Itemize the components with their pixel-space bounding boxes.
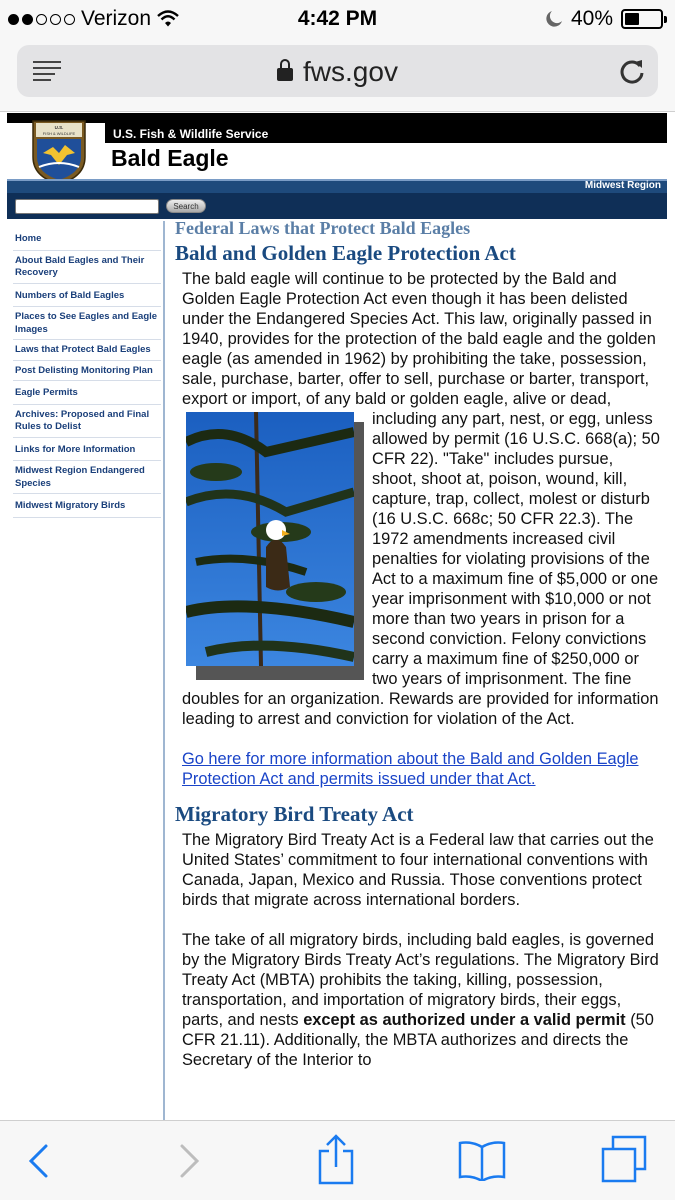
share-icon[interactable] bbox=[317, 1133, 355, 1185]
sidebar-item-endangered[interactable]: Midwest Region Endangered Species bbox=[13, 461, 161, 494]
svg-text:U.S.: U.S. bbox=[54, 125, 64, 130]
sidebar-nav bbox=[7, 221, 165, 1120]
main-content bbox=[175, 218, 660, 1070]
sidebar-item-links[interactable]: Links for More Information bbox=[13, 438, 161, 462]
agency-name[interactable]: U.S. Fish & Wildlife Service bbox=[113, 127, 269, 141]
reload-icon[interactable] bbox=[618, 57, 646, 85]
sidebar-item-numbers[interactable]: Numbers of Bald Eagles bbox=[13, 284, 161, 308]
status-bar bbox=[0, 0, 675, 40]
clock: 4:42 PM bbox=[297, 7, 378, 30]
sidebar-item-about[interactable]: About Bald Eagles and Their Recovery bbox=[13, 251, 161, 284]
eagle-act-more-info-link[interactable]: Go here for more information about the Bald and Golden Eagle Protection Act and permits issued under that Act. bbox=[182, 750, 639, 788]
sidebar-item-laws[interactable]: Laws that Protect Bald Eagles bbox=[13, 340, 161, 361]
back-icon[interactable] bbox=[26, 1143, 52, 1179]
eagle-act-link-wrap bbox=[175, 749, 660, 789]
sidebar-item-places[interactable]: Places to See Eagles and Eagle Images bbox=[13, 307, 161, 340]
web-viewport bbox=[0, 113, 675, 1120]
mbta-text-b: (50 CFR 21.11). Additionally, the MBTA authorizes and directs the Secretary of the Interior to bbox=[182, 1011, 654, 1069]
battery-icon bbox=[621, 9, 663, 29]
mbta-text-bold: except as authorized under a valid permit bbox=[303, 1011, 626, 1029]
sidebar-item-permits[interactable]: Eagle Permits bbox=[13, 381, 161, 405]
bookmarks-icon[interactable] bbox=[457, 1139, 507, 1181]
mbta-text-a: The take of all migratory birds, including bald eagles, is governed by the Migratory Birds Treaty Act’s regulations. The Migratory Bird Treaty Act (MBTA) prohibits the taking, killing, possession, transportation, and importation of migratory birds, their eggs, parts, and nests bbox=[182, 931, 659, 1029]
tabs-icon[interactable] bbox=[601, 1135, 647, 1183]
eagle-act-paragraph bbox=[175, 269, 660, 729]
sidebar-item-monitoring[interactable]: Post Delisting Monitoring Plan bbox=[13, 361, 161, 382]
search-bar bbox=[7, 193, 667, 219]
sidebar-item-archives[interactable]: Archives: Proposed and Final Rules to Delist bbox=[13, 405, 161, 438]
carrier-name: Verizon bbox=[81, 7, 152, 30]
sidebar-item-home[interactable]: Home bbox=[13, 227, 161, 251]
bald-eagle-photo bbox=[186, 412, 358, 670]
mbta-paragraph-1: The Migratory Bird Treaty Act is a Federal law that carries out the United States’ commitment to four international conventions with Canada, Japan, Mexico and Russia. Those conventions protect birds that migrate across international borders. bbox=[182, 831, 654, 909]
search-button[interactable]: Search bbox=[166, 199, 206, 213]
eagle-act-text-b: allowed by permit (16 U.S.C. 668(a); 50 CFR 22). "Take" includes pursue, shoot, shoot at, poison, wound, kill, capture, trap, collect, molest or disturb (16 U.S.C. 668c; 50 CFR 22.3). The 1972 amendments increased civil penalties for violating provisions of the Act to a maximum fine of $5,000 or one year imprisonment with $10,000 or not more than two years in prison for a second conviction. Felony convictions carry a maximum fine of $250,000 or two years of imprisonment. The fine doubles for an organization. Rewards are provided for information leading to arrest and conviction for violation of the Act. bbox=[182, 430, 660, 728]
sidebar-item-migratory[interactable]: Midwest Migratory Birds bbox=[13, 494, 161, 518]
fws-page bbox=[7, 113, 667, 1120]
section-heading-eagle-act: Bald and Golden Eagle Protection Act bbox=[175, 241, 516, 265]
search-input[interactable] bbox=[15, 199, 159, 214]
lock-icon bbox=[277, 68, 293, 81]
browser-toolbar bbox=[0, 1120, 675, 1200]
url-display[interactable] bbox=[17, 56, 658, 88]
svg-text:FISH & WILDLIFE: FISH & WILDLIFE bbox=[42, 131, 76, 136]
site-header bbox=[7, 123, 667, 179]
do-not-disturb-moon-icon bbox=[545, 10, 563, 28]
eagle-act-text-a: The bald eagle will continue to be protected by the Bald and Golden Eagle Protection Act even though it has been delisted under the Endangered Species Act. This law, originally passed in 1940, provides for the protection of the bald eagle and the golden eagle (as amended in 1962) by prohibiting the take, possession, sale, purchase, barter, offer to sell, purchase or barter, transport, export or import, of any bald or golden eagle, alive or dead, including any part, nest, or egg, unless bbox=[182, 270, 656, 428]
url-text: fws.gov bbox=[303, 56, 398, 87]
section-heading-mbta: Migratory Bird Treaty Act bbox=[175, 802, 414, 826]
browser-address-area bbox=[0, 40, 675, 112]
mbta-paragraph-2 bbox=[175, 930, 660, 1070]
top-black-band bbox=[7, 113, 667, 123]
site-title: Bald Eagle bbox=[111, 145, 229, 171]
page-columns bbox=[7, 218, 667, 1120]
region-label[interactable]: Midwest Region bbox=[584, 180, 661, 191]
forward-icon[interactable] bbox=[176, 1143, 202, 1179]
region-bar bbox=[7, 179, 667, 193]
url-bar[interactable] bbox=[17, 45, 658, 97]
fws-shield-logo-icon[interactable] bbox=[29, 119, 89, 185]
page-heading: Federal Laws that Protect Bald Eagles bbox=[175, 218, 471, 238]
battery-percent: 40% bbox=[570, 7, 613, 30]
